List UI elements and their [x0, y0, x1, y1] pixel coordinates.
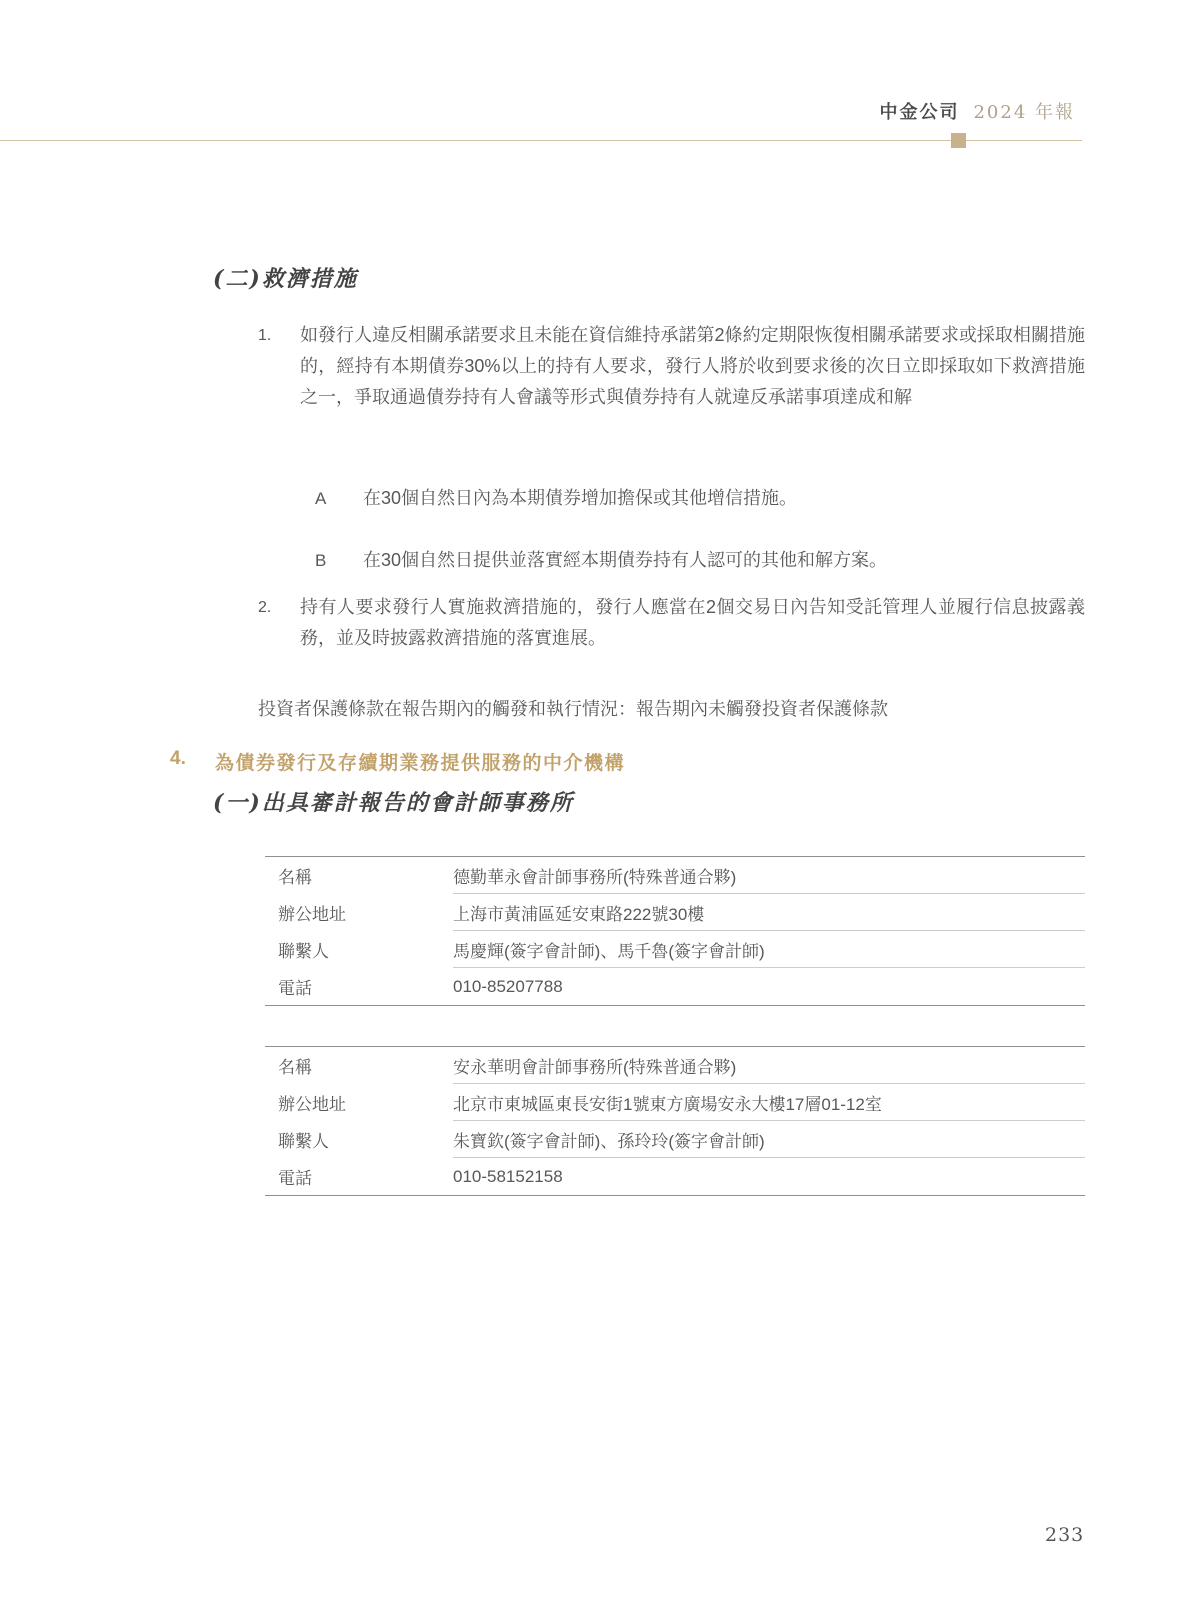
- row-label: 名稱: [278, 868, 312, 887]
- row-label: 名稱: [278, 1058, 312, 1077]
- list-number-2: 2.: [258, 599, 272, 616]
- section-4-number: 4.: [170, 748, 186, 769]
- row-label: 電話: [278, 979, 312, 998]
- table-row-phone: [265, 968, 1085, 1005]
- paragraph-item-2: 持有人要求發行人實施救濟措施的，發行人應當在2個交易日內告知受託管理人並履行信息披露義務，並及時披露救濟措施的落實進展。: [300, 597, 1085, 648]
- paragraph-sub-item-b: 在30個自然日提供並落實經本期債券持有人認可的其他和解方案。: [363, 550, 888, 570]
- row-label: 辦公地址: [278, 905, 346, 924]
- sub-item-label-b: B: [315, 551, 327, 570]
- row-label: 辦公地址: [278, 1095, 346, 1114]
- row-value: 010-58152158: [453, 1166, 563, 1186]
- row-label: 聯繫人: [278, 1132, 329, 1151]
- table-row-address: [265, 1084, 1085, 1121]
- row-value: 010-85207788: [453, 976, 563, 996]
- header-square-ornament: [951, 133, 966, 148]
- table-row-contacts: [265, 931, 1085, 968]
- page-number: 233: [1045, 1524, 1085, 1546]
- table-row-name: [265, 857, 1085, 894]
- section-4-heading: 為債券發行及存續期業務提供服務的中介機構: [215, 753, 626, 774]
- header-rule: [0, 140, 1082, 141]
- row-label: 聯繫人: [278, 942, 329, 961]
- paragraph-investor-protection-note: 投資者保護條款在報告期內的觸發和執行情況：報告期內未觸發投資者保護條款: [258, 699, 888, 719]
- row-value: 德勤華永會計師事務所(特殊普通合夥): [453, 857, 1085, 894]
- paragraph-sub-item-a: 在30個自然日內為本期債券增加擔保或其他增信措施。: [363, 488, 798, 508]
- row-value: 朱寶欽(簽字會計師)、孫玲玲(簽字會計師): [453, 1121, 1085, 1158]
- row-value: 馬慶輝(簽字會計師)、馬千魯(簽字會計師): [453, 931, 1085, 968]
- report-year-label: 2024 年報: [973, 102, 1075, 123]
- row-value: 安永華明會計師事務所(特殊普通合夥): [453, 1047, 1085, 1084]
- list-number-1: 1.: [258, 327, 272, 344]
- table-row-contacts: [265, 1121, 1085, 1158]
- heading-remedial-measures: (二)救濟措施: [213, 266, 358, 292]
- sub-item-label-a: A: [315, 489, 327, 508]
- company-name: 中金公司: [879, 102, 960, 123]
- table-row-phone: [265, 1158, 1085, 1195]
- table-row-address: [265, 894, 1085, 931]
- accounting-firm-table-2: [265, 1046, 1085, 1196]
- page-header: [879, 98, 1075, 124]
- heading-audit-accounting-firm: (一)出具審計報告的會計師事務所: [213, 790, 574, 816]
- accounting-firm-table-1: [265, 856, 1085, 1006]
- paragraph-item-1: 如發行人違反相關承諾要求且未能在資信維持承諾第2條約定期限恢復相關承諾要求或採取相關措施的，經持有本期債券30%以上的持有人要求，發行人將於收到要求後的次日立即採取如下救濟措施之一，爭取通過債券持有人會議等形式與債券持有人就違反承諾事項達成和解: [300, 325, 1085, 407]
- row-label: 電話: [278, 1169, 312, 1188]
- row-value: 上海市黃浦區延安東路222號30樓: [453, 894, 1085, 931]
- row-value: 北京市東城區東長安街1號東方廣場安永大樓17層01-12室: [453, 1084, 1085, 1121]
- table-row-name: [265, 1047, 1085, 1084]
